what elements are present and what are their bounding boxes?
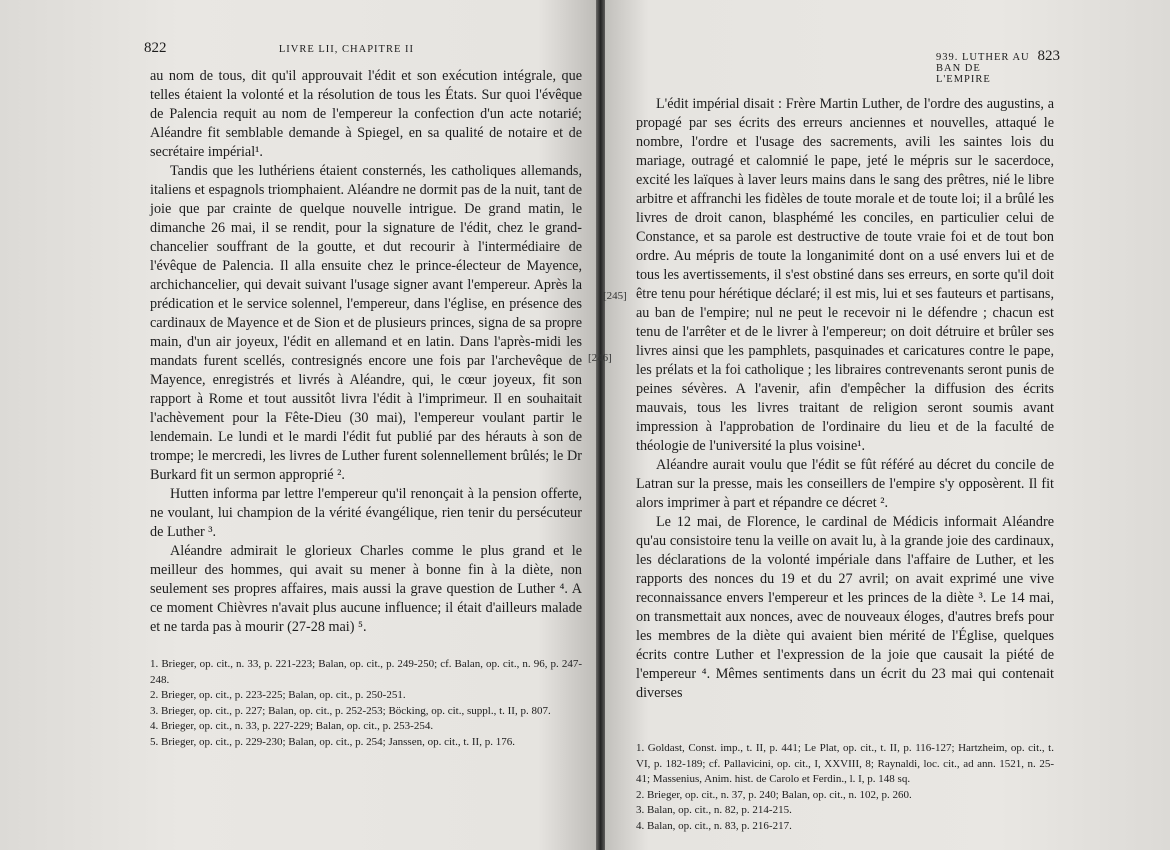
paragraph: Hutten informa par lettre l'empereur qu'il renonçait à la pension offerte, ne voulant, lui champion de la vérité évangélique, rien tenir du persécuteur de Luther ³. (150, 486, 582, 540)
right-body-text (636, 95, 1054, 703)
paragraph: Tandis que les luthériens étaient consternés, les catholiques allemands, italiens et espagnols triomphaient. Aléandre ne dormit pas de la nuit, tant de joie que par crainte de quelque nouvelle intrigue. De grand matin, le dimanche 26 mai, il se rendit, pour la signature de l'édit, chez le grand-chancelier souffrant de la goutte, et dut recourir à l'intermédiaire de l'évêque de Palencia. Il alla ensuite chez le prince-électeur de Mayence, archichancelier, qui devait suivant l'usage signer avant l'empereur. Après la prédication et le service solennel, l'empereur, dans l'église, en présence des cardinaux de Mayence et de Sion et de plusieurs princes, signa de sa propre main, d'un air joyeux, l'édit en allemand et en latin. Dans l'après-midi les mandats furent scellés, contresignés encore une fois par l'archevêque de Mayence, enregistrés et livrés à Aléandre, qui, le cœur joyeux, fit son rapport à Rome et tout aussitôt livra l'édit à l'imprimeur. Il en souhaitait l'achèvement pour la Fête-Dieu (30 mai), l'empereur voulant partir le lendemain. Le lundi et le mardi l'édit fut publié par des hérauts à son de trompe; le mercredi, les livres de Luther furent solennellement brûlés; le Dr Burkard fit un sermon approprié ². (150, 163, 582, 483)
paragraph: L'édit impérial disait : Frère Martin Luther, de l'ordre des augustins, a propagé par ses écrits des erreurs anciennes et nouvelles, attaqué le nombre, l'ordre et l'usage des sacrements, avili les saintes lois du mariage, outragé et calomnié le pape, jeté le mépris sur le sacerdoce, excité les laïques à laver leurs mains dans le sang des prêtres, nié le libre arbitre et affranchi les fidèles de toute morale et de toute loi; il a brûlé les livres de droit canon, blasphémé les conciles, en particulier celui de Constance, et sa parole est destructive de toute vraie foi et de tout bon ordre. Au mépris de toute la longanimité dont on a usé envers lui et de tous les avertissements, il s'est obstiné dans ses erreurs, en sorte qu'il doit être tenu pour hérétique déclaré; il est mis, lui et ses fauteurs et partisans, au ban de l'empire; nul ne peut le recevoir ni le défendre ; chacun est tenu de l'arrêter et de le livrer à l'empereur; on doit détruire et brûler ses livres ainsi que les pamphlets, pasquinades et caricatures contre le pape, les prélats et la foi catholique ; les libraires contrevenants seront punis de peines sévères. A l'avenir, afin d'empêcher la diffusion des écrits mauvais, tous les livres traitant de religion seront soumis avant impression à l'approbation de l'ordinaire du lieu et de la faculté de théologie de l'université la plus voisine¹. (636, 96, 1054, 454)
footnote: 1. Goldast, Const. imp., t. II, p. 441; Le Plat, op. cit., t. II, p. 116-127; Hartzheim, op. cit., t. VI, p. 182-189; cf. Pallavicini, op. cit., I, XXVIII, 8; Raynaldi, loc. cit., ad ann. 1521, n. 25-41; Massenius, Anim. hist. de Carolo et Ferdin., l. I, p. 148 sq. (636, 742, 1054, 785)
margin-reference: [246] (588, 352, 612, 364)
page-number: 823 (1037, 48, 1060, 64)
footnote: 4. Brieger, op. cit., n. 33, p. 227-229; Balan, op. cit., p. 253-254. (150, 720, 434, 732)
footnote: 5. Brieger, op. cit., p. 229-230; Balan, op. cit., p. 254; Janssen, op. cit., t. II, p. 176. (150, 735, 515, 748)
left-page-header (144, 40, 414, 57)
paragraph: au nom de tous, dit qu'il approuvait l'édit et son exécution intégrale, que telles étaient la volonté et la résolution de tous les États. Sur quoi l'évêque de Palencia requit au nom de l'empereur la confection d'un acte notarié; Aléandre fit semblable demande à Spiegel, en sa qualité de notaire et de secrétaire impérial¹. (150, 68, 582, 160)
footnote: 3. Brieger, op. cit., p. 227; Balan, op. cit., p. 252-253; Böcking, op. cit., suppl., t. II, p. 807. (150, 704, 551, 717)
paragraph: Aléandre admirait le glorieux Charles comme le plus grand et le meilleur des hommes, qui avait su mener à bonne fin à la diète, non seulement ses propres affaires, mais aussi la grave question de Luther ⁴. A ce moment Chièvres n'avait plus aucune influence; il était d'ailleurs malade et ne tarda pas à mourir (27-28 mai) ⁵. (150, 543, 582, 635)
left-footnotes (150, 657, 582, 750)
book-gutter (596, 0, 605, 850)
footnote: 2. Brieger, op. cit., n. 37, p. 240; Balan, op. cit., n. 102, p. 260. (636, 788, 912, 801)
footnote: 2. Brieger, op. cit., p. 223-225; Balan, op. cit., p. 250-251. (150, 689, 406, 701)
running-head: LIVRE LII, CHAPITRE II (278, 44, 414, 55)
right-page (603, 0, 1170, 850)
paragraph: Aléandre aurait voulu que l'édit se fût référé au décret du concile de Latran sur la presse, mais les conseillers de l'empire s'y opposèrent. Il fit alors imprimer à part et répandre ce décret ². (636, 457, 1054, 511)
margin-reference: [245] (603, 290, 627, 302)
page-number: 822 (144, 40, 167, 56)
footnote: 3. Balan, op. cit., n. 82, p. 214-215. (636, 804, 792, 816)
footnote: 4. Balan, op. cit., n. 83, p. 216-217. (636, 819, 792, 832)
right-page-header (936, 48, 1060, 85)
paragraph: Le 12 mai, de Florence, le cardinal de Médicis informait Aléandre qu'au consistoire tenu la veille on avait lu, à la grande joie des cardinaux, les déclarations de la volonté impériale dans l'affaire de Luther, et les rapports des nonces du 19 et du 27 avril; on avait exprimé une vive reconnaissance envers l'empereur et les princes de la diète ³. Le 14 mai, on transmettait aux nonces, avec de nouveaux éloges, d'autres brefs pour les membres de la diète qui avaient bien mérité de l'Église, quelques écrits contre Luther et l'expression de la joie que causait la piété de l'empereur ⁴. Mêmes sentiments dans un écrit du 23 mai qui contenait diverses (636, 514, 1054, 701)
right-footnotes (636, 741, 1054, 834)
running-head: 939. LUTHER AU BAN DE L'EMPIRE (936, 52, 1030, 85)
footnote: 1. Brieger, op. cit., n. 33, p. 221-223; Balan, op. cit., p. 249-250; cf. Balan, op. cit., n. 96, p. 247-248. (150, 658, 582, 686)
left-body-text (150, 67, 582, 637)
